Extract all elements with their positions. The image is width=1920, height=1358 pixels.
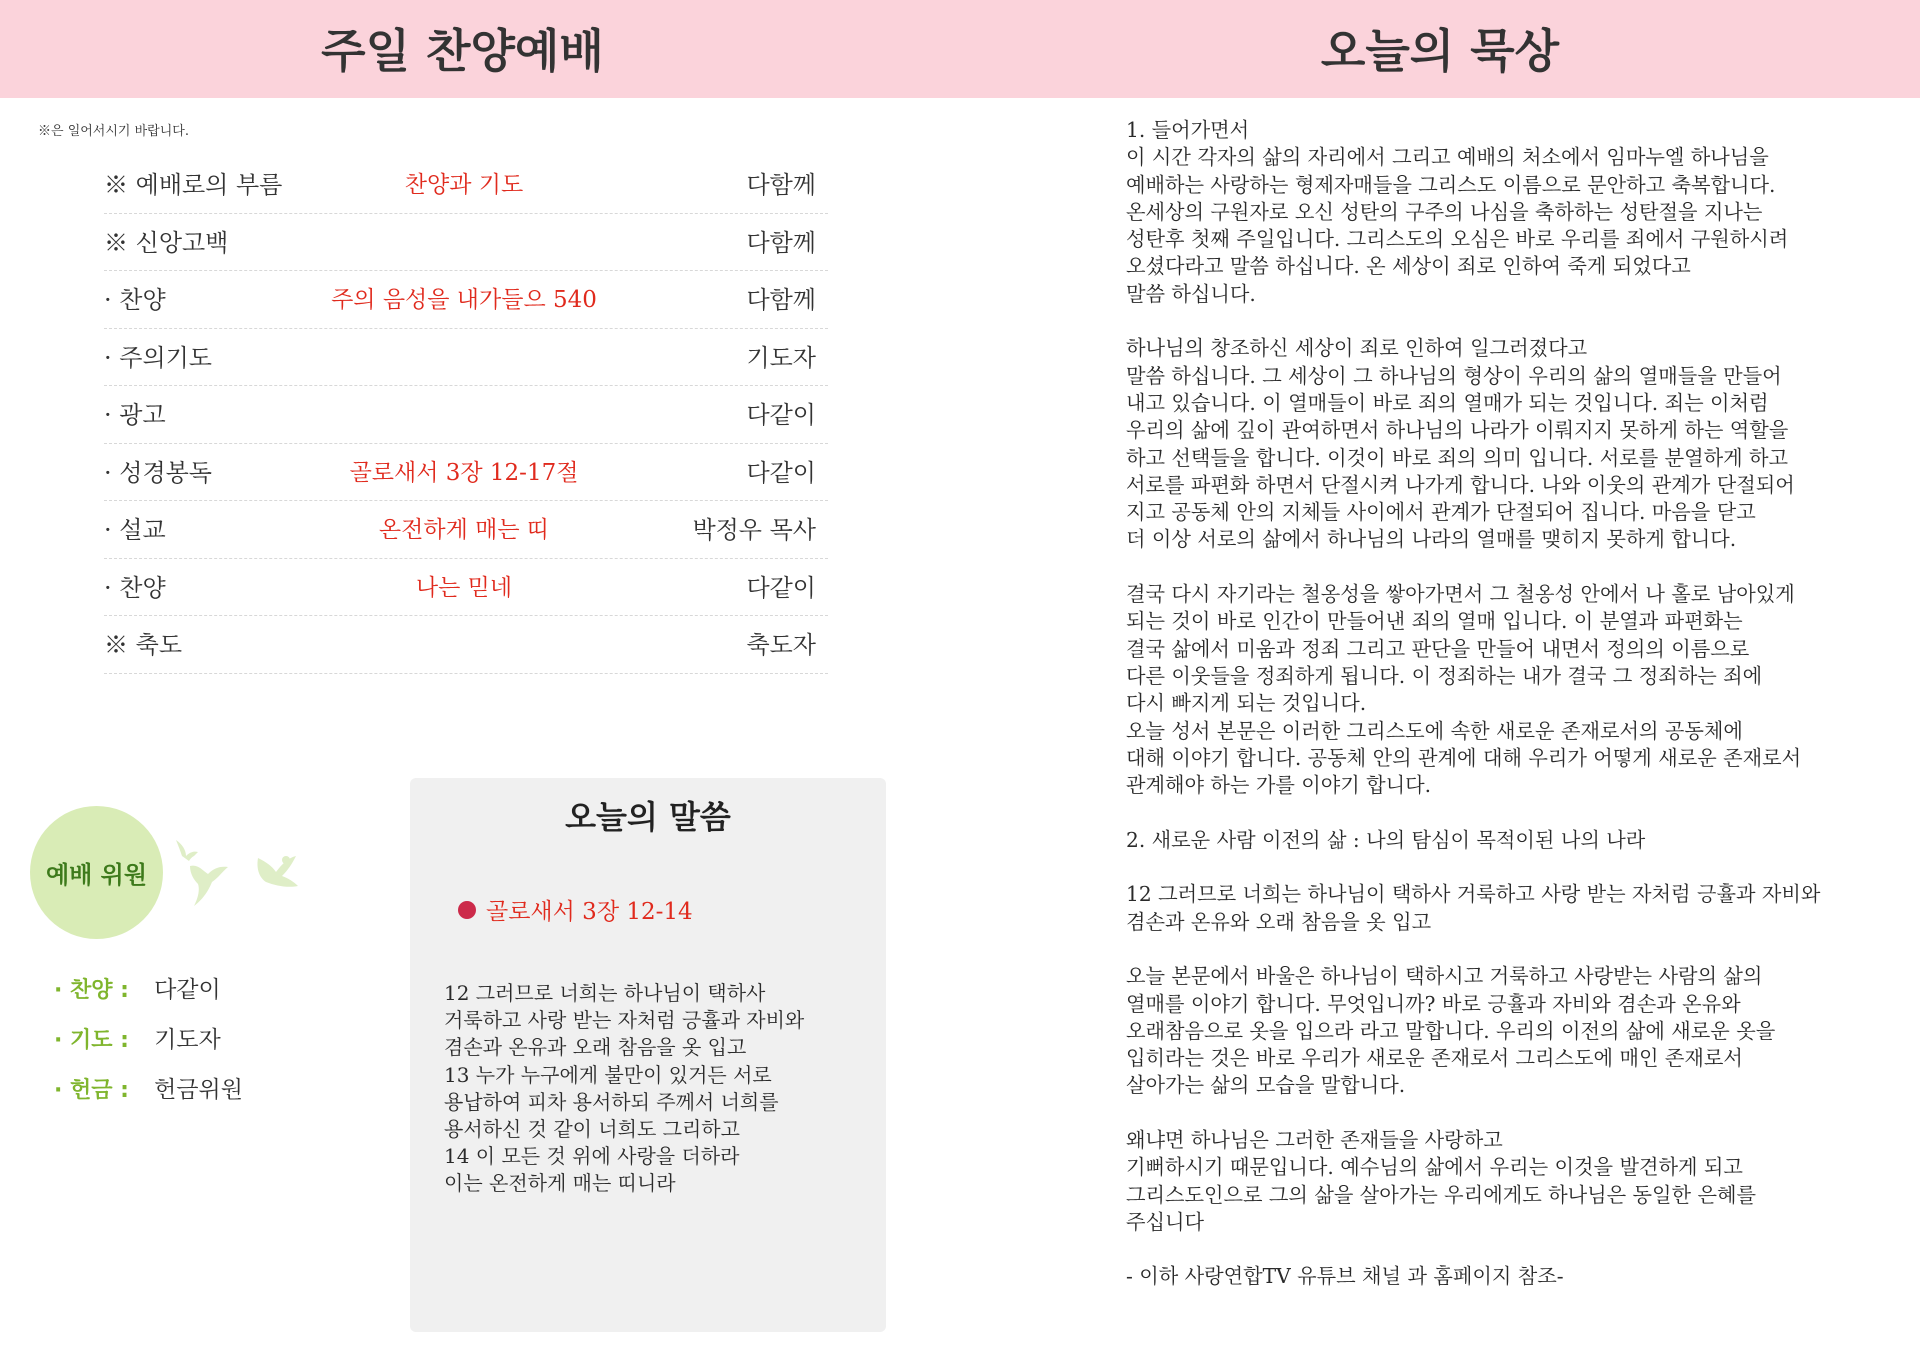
committee-name: 기도자 — [154, 1027, 221, 1053]
verse-line: 겸손과 온유과 오래 참음을 옷 입고 — [444, 1035, 747, 1060]
order-title: 골로새서 3장 12-17절 — [349, 459, 579, 486]
service-title: 주일 찬양예배 — [321, 24, 604, 78]
meditation-line — [1126, 799, 1916, 826]
meditation-line: 말씀 하십니다. 그 세상이 그 하나님의 형상이 우리의 삶의 열매들을 만들어 — [1126, 363, 1782, 388]
meditation-line: 입히라는 것은 바로 우리가 새로운 존재로서 그리스도에 매인 존재로서 — [1126, 1046, 1743, 1071]
meditation-line: 오늘 성서 본문은 이러한 그리스도에 속한 새로운 존재로서의 공동체에 — [1126, 718, 1743, 743]
order-label: · 주의기도 — [104, 343, 212, 372]
order-title: 온전하게 매는 띠 — [378, 517, 550, 543]
meditation-line: 1. 들어가면서 — [1126, 118, 1250, 142]
order-row — [104, 501, 828, 559]
meditation-line — [1126, 854, 1916, 881]
order-label: · 광고 — [104, 401, 166, 429]
order-row — [104, 271, 828, 329]
meditation-line: 오셨다라고 말씀 하십니다. 온 세상이 죄로 인하여 죽게 되었다고 — [1126, 254, 1691, 279]
meditation-line: 겸손과 온유와 오래 참음을 옷 입고 — [1126, 909, 1432, 934]
meditation-line: 지고 공동체 안의 지체들 사이에서 관계가 단절되어 집니다. 마음을 닫고 — [1126, 500, 1756, 525]
verse-line: 용서하신 것 같이 너희도 그리하고 — [444, 1117, 740, 1142]
meditation-line — [1126, 554, 1916, 581]
meditation-line: 관계해야 하는 가를 이야기 합니다. — [1126, 773, 1432, 798]
meditation-line: 주십니다 — [1126, 1209, 1205, 1234]
meditation-title: 오늘의 묵상 — [1320, 24, 1560, 78]
order-row — [104, 559, 828, 617]
order-row — [104, 156, 828, 214]
meditation-line: 왜냐면 하나님은 그러한 존재들을 사랑하고 — [1126, 1127, 1503, 1152]
meditation-line: 12 그러므로 너희는 하나님이 택하사 거룩하고 사랑 받는 자처럼 긍휼과 자비와 — [1126, 882, 1821, 907]
meditation-line: 다른 이웃들을 정죄하게 됩니다. 이 정죄하는 내가 결국 그 정죄하는 죄에 — [1126, 663, 1763, 688]
order-label: · 찬양 — [104, 286, 166, 314]
word-verses — [444, 980, 864, 1198]
meditation-line: 열매를 이야기 합니다. 무엇입니까? 바로 긍휼과 자비와 겸손과 온유와 — [1126, 991, 1741, 1016]
order-title: 나는 믿네 — [415, 574, 513, 601]
meditation-line — [1126, 1100, 1916, 1127]
verse-line: 14 이 모든 것 위에 사랑을 더하라 — [444, 1144, 740, 1169]
order-label: ※ 신앙고백 — [104, 228, 229, 257]
meditation-line: 되는 것이 바로 인간이 만들어낸 죄의 열매 입니다. 이 분열과 파편화는 — [1126, 609, 1743, 634]
committee-name: 다같이 — [154, 977, 221, 1003]
meditation-line: - 이하 사랑연합TV 유튜브 채널 과 홈페이지 참조- — [1126, 1264, 1564, 1289]
order-row — [104, 214, 828, 272]
order-label: ※ 축도 — [104, 631, 182, 659]
meditation-line — [1126, 308, 1916, 335]
meditation-line: 2. 새로운 사람 이전의 삶 : 나의 탐심이 목적이된 나의 나라 — [1126, 827, 1646, 852]
meditation-line: 하고 선택들을 합니다. 이것이 바로 죄의 의미 입니다. 서로를 분열하게 하고 — [1126, 445, 1789, 470]
committee-role: · 찬양 : — [54, 978, 129, 1003]
order-label: ※ 예배로의 부름 — [104, 171, 283, 199]
order-row — [104, 329, 828, 387]
order-leader: 다같이 — [746, 401, 816, 429]
meditation-line: 그리스도인으로 그의 삶을 살아가는 우리에게도 하나님은 동일한 은혜를 — [1126, 1182, 1756, 1207]
meditation-line: 우리의 삶에 깊이 관여하면서 하나님의 나라가 이뤄지지 못하게 하는 역할을 — [1126, 418, 1789, 443]
meditation-line: 온세상의 구원자로 오신 성탄의 구주의 나심을 축하하는 성탄절을 지나는 — [1126, 199, 1763, 224]
order-leader: 다같이 — [746, 573, 816, 602]
meditation-line: 대해 이야기 합니다. 공동체 안의 관계에 대해 우리가 어떻게 새로운 존재로서 — [1126, 745, 1802, 770]
committee-role: · 기도 : — [54, 1028, 129, 1053]
meditation-line: 오늘 본문에서 바울은 하나님이 택하시고 거룩하고 사랑받는 사람의 삶의 — [1126, 964, 1763, 989]
order-label: · 성경봉독 — [104, 458, 212, 487]
verse-line: 13 누가 누구에게 불만이 있거든 서로 — [444, 1062, 772, 1087]
committee-badge — [30, 806, 163, 939]
meditation-line: 이 시간 각자의 삶의 자리에서 그리고 예배의 처소에서 임마누엘 하나님을 — [1126, 145, 1769, 170]
committee-name: 헌금위원 — [154, 1077, 243, 1103]
order-row — [104, 616, 828, 674]
committee-list — [54, 970, 243, 1120]
todays-word-box — [410, 778, 886, 1332]
committee-role: · 헌금 : — [54, 1078, 129, 1103]
word-reference — [458, 893, 693, 926]
verse-line: 12 그러므로 너희는 하나님이 택하사 — [444, 981, 766, 1005]
bullet-dot-icon — [458, 901, 476, 919]
meditation-line: 기뻐하시기 때문입니다. 예수님의 삶에서 우리는 이것을 발견하게 되고 — [1126, 1155, 1743, 1180]
order-leader: 기도자 — [746, 343, 816, 372]
verse-line: 거룩하고 사랑 받는 자처럼 긍휼과 자비와 — [444, 1008, 805, 1033]
order-leader: 다함께 — [746, 171, 816, 199]
meditation-line: 살아가는 삶의 모습을 말합니다. — [1126, 1073, 1406, 1098]
order-label: · 찬양 — [104, 573, 166, 602]
standing-note: ※은 일어서시기 바랍니다. — [38, 124, 189, 139]
meditation-line — [1126, 1236, 1916, 1263]
word-title: 오늘의 말씀 — [565, 798, 731, 836]
verse-line: 이는 온전하게 매는 띠니라 — [444, 1171, 676, 1196]
order-leader: 축도자 — [746, 631, 816, 659]
order-row — [104, 386, 828, 444]
meditation-line: 말씀 하십니다. — [1126, 281, 1256, 306]
meditation-text — [1126, 117, 1916, 1291]
order-leader: 다함께 — [746, 228, 816, 257]
order-title: 찬양과 기도 — [404, 172, 524, 198]
meditation-line: 예배하는 사랑하는 형제자매들을 그리스도 이름으로 문안하고 축복합니다. — [1126, 172, 1776, 197]
order-leader: 박정우 목사 — [692, 516, 816, 544]
meditation-line: 결국 다시 자기라는 철옹성을 쌓아가면서 그 철옹성 안에서 나 홀로 남아있게 — [1126, 582, 1795, 607]
order-label: · 설교 — [104, 516, 166, 544]
committee-item — [54, 1020, 243, 1070]
committee-item — [54, 1070, 243, 1120]
meditation-line: 다시 빠지게 되는 것입니다. — [1126, 691, 1367, 716]
meditation-line: 서로를 파편화 하면서 단절시켜 나가게 합니다. 나와 이웃의 관계가 단절되어 — [1126, 472, 1795, 497]
committee-item — [54, 970, 243, 1020]
dove-icon — [172, 834, 320, 916]
word-reference-text: 골로새서 3장 12-14 — [486, 899, 693, 925]
committee-title: 예배 위원 — [45, 861, 148, 889]
worship-order-list — [104, 156, 828, 674]
meditation-line — [1126, 936, 1916, 963]
order-row — [104, 444, 828, 502]
meditation-line: 성탄후 첫째 주일입니다. 그리스도의 오심은 바로 우리를 죄에서 구원하시려 — [1126, 227, 1789, 252]
meditation-line: 더 이상 서로의 삶에서 하나님의 나라의 열매를 맺히지 못하게 합니다. — [1126, 527, 1737, 552]
order-leader: 다같이 — [746, 458, 816, 487]
meditation-line: 오래참음으로 옷을 입으라 라고 말합니다. 우리의 이전의 삶에 새로운 옷을 — [1126, 1018, 1776, 1043]
order-leader: 다함께 — [746, 286, 816, 314]
order-title: 주의 음성을 내가들으 540 — [331, 287, 597, 313]
meditation-line: 결국 삶에서 미움과 정죄 그리고 판단을 만들어 내면서 정의의 이름으로 — [1126, 636, 1750, 661]
verse-line: 용납하여 피차 용서하되 주께서 너희를 — [444, 1089, 779, 1114]
meditation-line: 내고 있습니다. 이 열매들이 바로 죄의 열매가 되는 것입니다. 죄는 이처럼 — [1126, 390, 1769, 415]
meditation-line: 하나님의 창조하신 세상이 죄로 인하여 일그러졌다고 — [1126, 336, 1588, 361]
